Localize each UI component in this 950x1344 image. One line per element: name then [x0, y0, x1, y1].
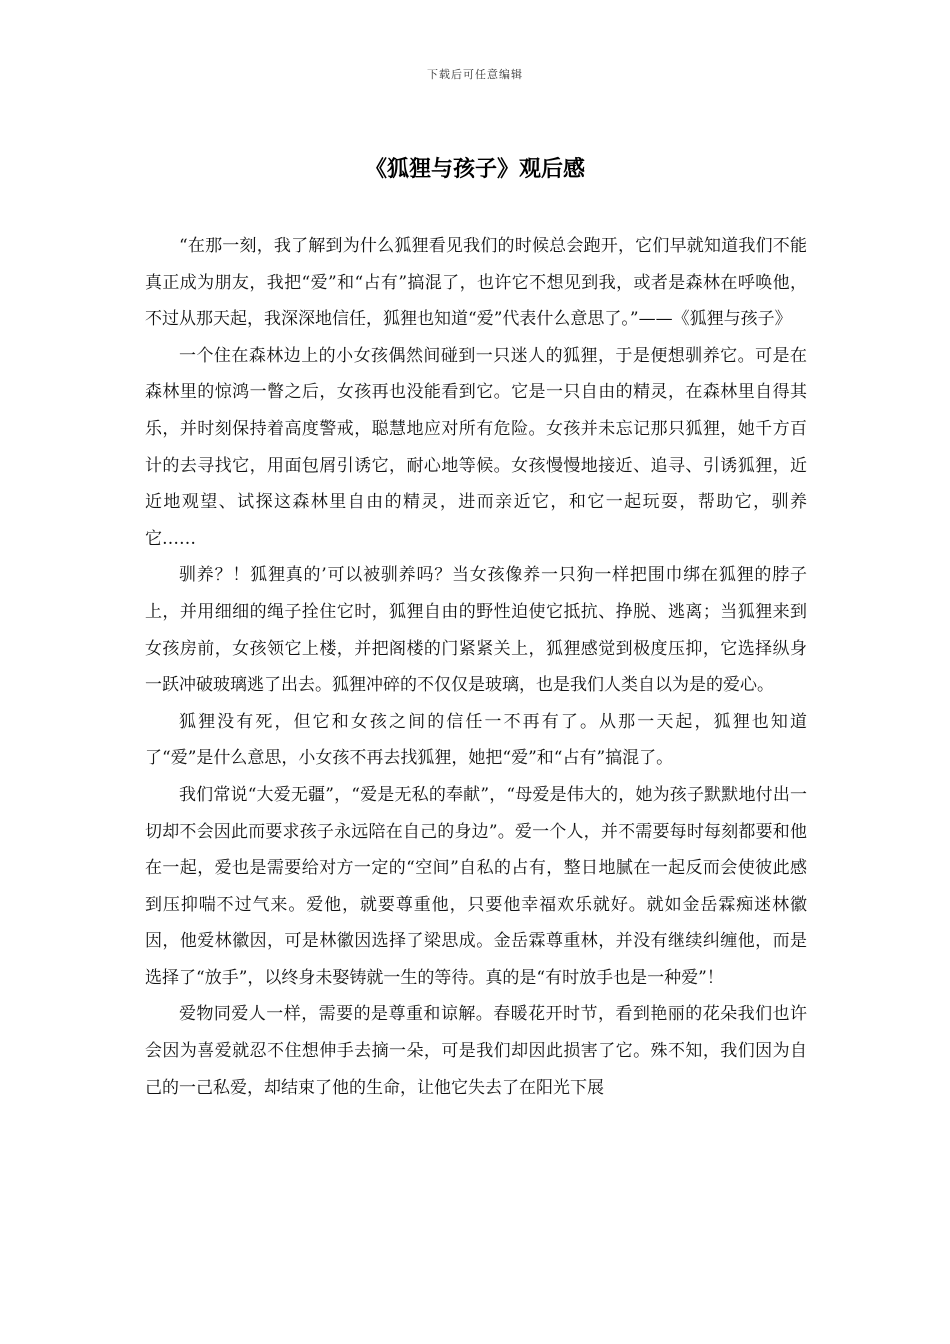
paragraph-quote: “在那一刻，我了解到为什么狐狸看见我们的时候总会跑开，它们早就知道我们不能真正成为朋友，我把“爱”和“占有”搞混了，也许它不想见到我，或者是森林在呼唤他，不过从那天起，我深深地信任，狐狸也知道“爱”代表什么意思了。”——《狐狸与孩子》 [145, 236, 807, 330]
paragraph-love: 我们常说“大爱无疆”，“爱是无私的奉献”，“母爱是伟大的，她为孩子默默地付出一切却不会因此而要求孩子永远陪在自己的身边”。爱一个人，并不需要每时每刻都要和他在一起，爱也是需要给对方一定的“空间”自私的占有，整日地腻在一起反而会使彼此感到压抑喘不过气来。爱他，就要尊重他，只要他幸福欢乐就好。就如金岳霖痴迷林徽因，他爱林徽因，可是林徽因选择了梁思成。金岳霖尊重林，并没有继续纠缠他，而是选择了“放手”，以终身未娶铸就一生的等待。真的是“有时放手也是一种爱”！ [145, 784, 807, 988]
paragraph-things: 爱物同爱人一样，需要的是尊重和谅解。春暖花开时节，看到艳丽的花朵我们也许会因为喜爱就忍不住想伸手去摘一朵，可是我们却因此损害了它。殊不知，我们因为自己的一己私爱，却结束了他的生命，让他它失去了在阳光下展 [145, 1004, 807, 1098]
paragraph-story: 一个住在森林边上的小女孩偶然间碰到一只迷人的狐狸，于是便想驯养它。可是在森林里的惊鸿一瞥之后，女孩再也没能看到它。它是一只自由的精灵，在森林里自得其乐，并时刻保持着高度警戒，聪慧地应对所有危险。女孩并未忘记那只狐狸，她千方百计的去寻找它，用面包屑引诱它，耐心地等候。女孩慢慢地接近、追寻、引诱狐狸，近近地观望、试探这森林里自由的精灵，进而亲近它，和它一起玩耍，帮助它，驯养它…… [145, 345, 807, 549]
document-title: 《狐狸与孩子》观后感 [364, 156, 585, 182]
paragraph-trust: 狐狸没有死，但它和女孩之间的信任一不再有了。从那一天起，狐狸也知道了“爱”是什么意思，小女孩不再去找狐狸，她把“爱”和“占有”搞混了。 [145, 711, 807, 769]
document-body [145, 228, 807, 1106]
paragraph-taming: 驯养？！狐狸真的’可以被驯养吗？当女孩像养一只狗一样把围巾绑在狐狸的脖子上，并用细细的绳子拴住它时，狐狸自由的野性迫使它抵抗、挣脱、逃离；当狐狸来到女孩房前，女孩领它上楼，并把阁楼的门紧紧关上，狐狸感觉到极度压抑，它选择纵身一跃冲破玻璃逃了出去。狐狸冲碎的不仅仅是玻璃，也是我们人类自以为是的爱心。 [145, 565, 807, 696]
page-header-note: 下载后可任意编辑 [427, 68, 523, 81]
